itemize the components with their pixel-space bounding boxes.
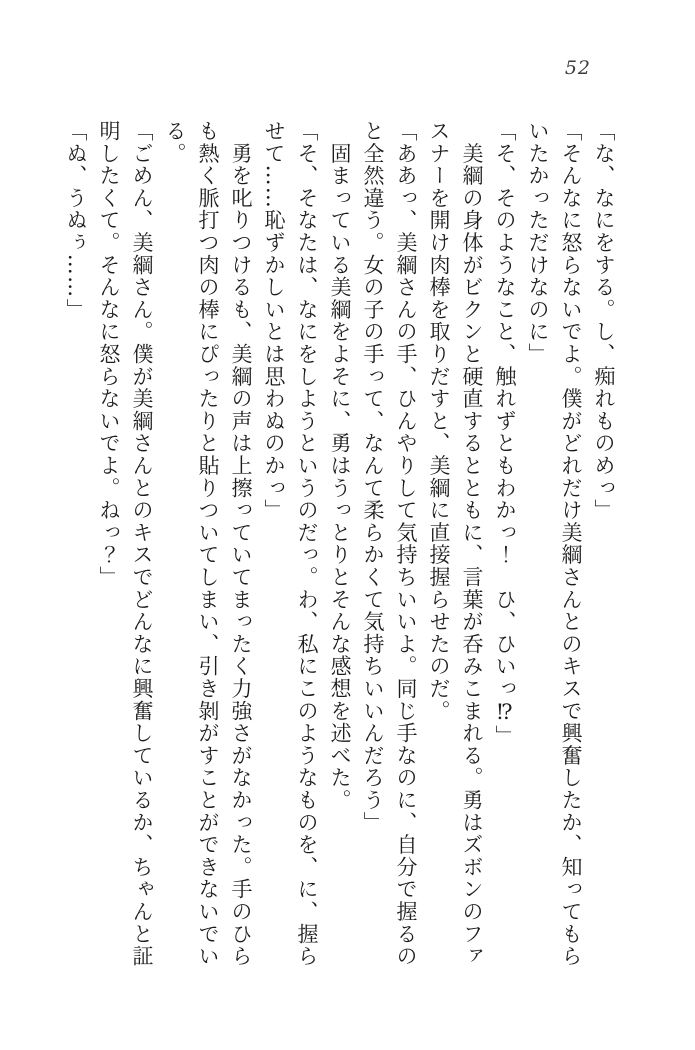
text-line: いたかっただけなのに」 (526, 120, 550, 366)
text-line: も熱く脈打つ肉の棒にぴったりと貼りついてしまい、引き剝がすことができないでい (196, 120, 220, 968)
text-line: 明したくて。そんなに怒らないでよ。ねっ？」 (97, 120, 121, 589)
text-line: 「ぬ、うぬぅ……」 (64, 120, 88, 321)
text-line: 「ごめん、美綱さん。僕が美綱さんとのキスでどんなに興奮しているか、ちゃんと証 (130, 120, 154, 968)
text-line: と全然違う。女の子の手って、なんて柔らかくて気持ちいいんだろう」 (361, 120, 385, 834)
text-line: 美綱の身体がビクンと硬直するとともに、言葉が呑みこまれる。勇はズボンのファ (460, 120, 484, 968)
text-line: 「そ、そなたは、なにをしようというのだっ。わ、私にこのようなものを、に、握ら (295, 120, 319, 968)
page-number: 52 (564, 57, 591, 79)
text-line: 「そ、そのようなこと、触れずともわかっ！ ひ、ひいっ⁉」 (493, 120, 517, 748)
text-line: 勇を叱りつけるも、美綱の声は上擦っていてまったく力強さがなかった。手のひら (229, 120, 253, 968)
text-line: 固まっている美綱をよそに、勇はうっとりとそんな感想を述べた。 (328, 120, 352, 812)
text-line: せて……恥ずかしいとは思わぬのかっ」 (262, 120, 286, 522)
text-body (59, 120, 620, 972)
text-line: 「な、なにをする。し、痴れものめっ」 (592, 120, 616, 522)
text-line: る。 (163, 120, 187, 165)
text-line: 「そんなに怒らないでよ。僕がどれだけ美綱さんとのキスで興奮したか、知ってもら (559, 120, 583, 968)
text-line: スナーを開け肉棒を取りだすと、美綱に直接握らせたのだ。 (427, 120, 451, 723)
text-line: 「ああっ、美綱さんの手、ひんやりして気持ちいいよ。同じ手なのに、自分で握るの (394, 120, 418, 968)
